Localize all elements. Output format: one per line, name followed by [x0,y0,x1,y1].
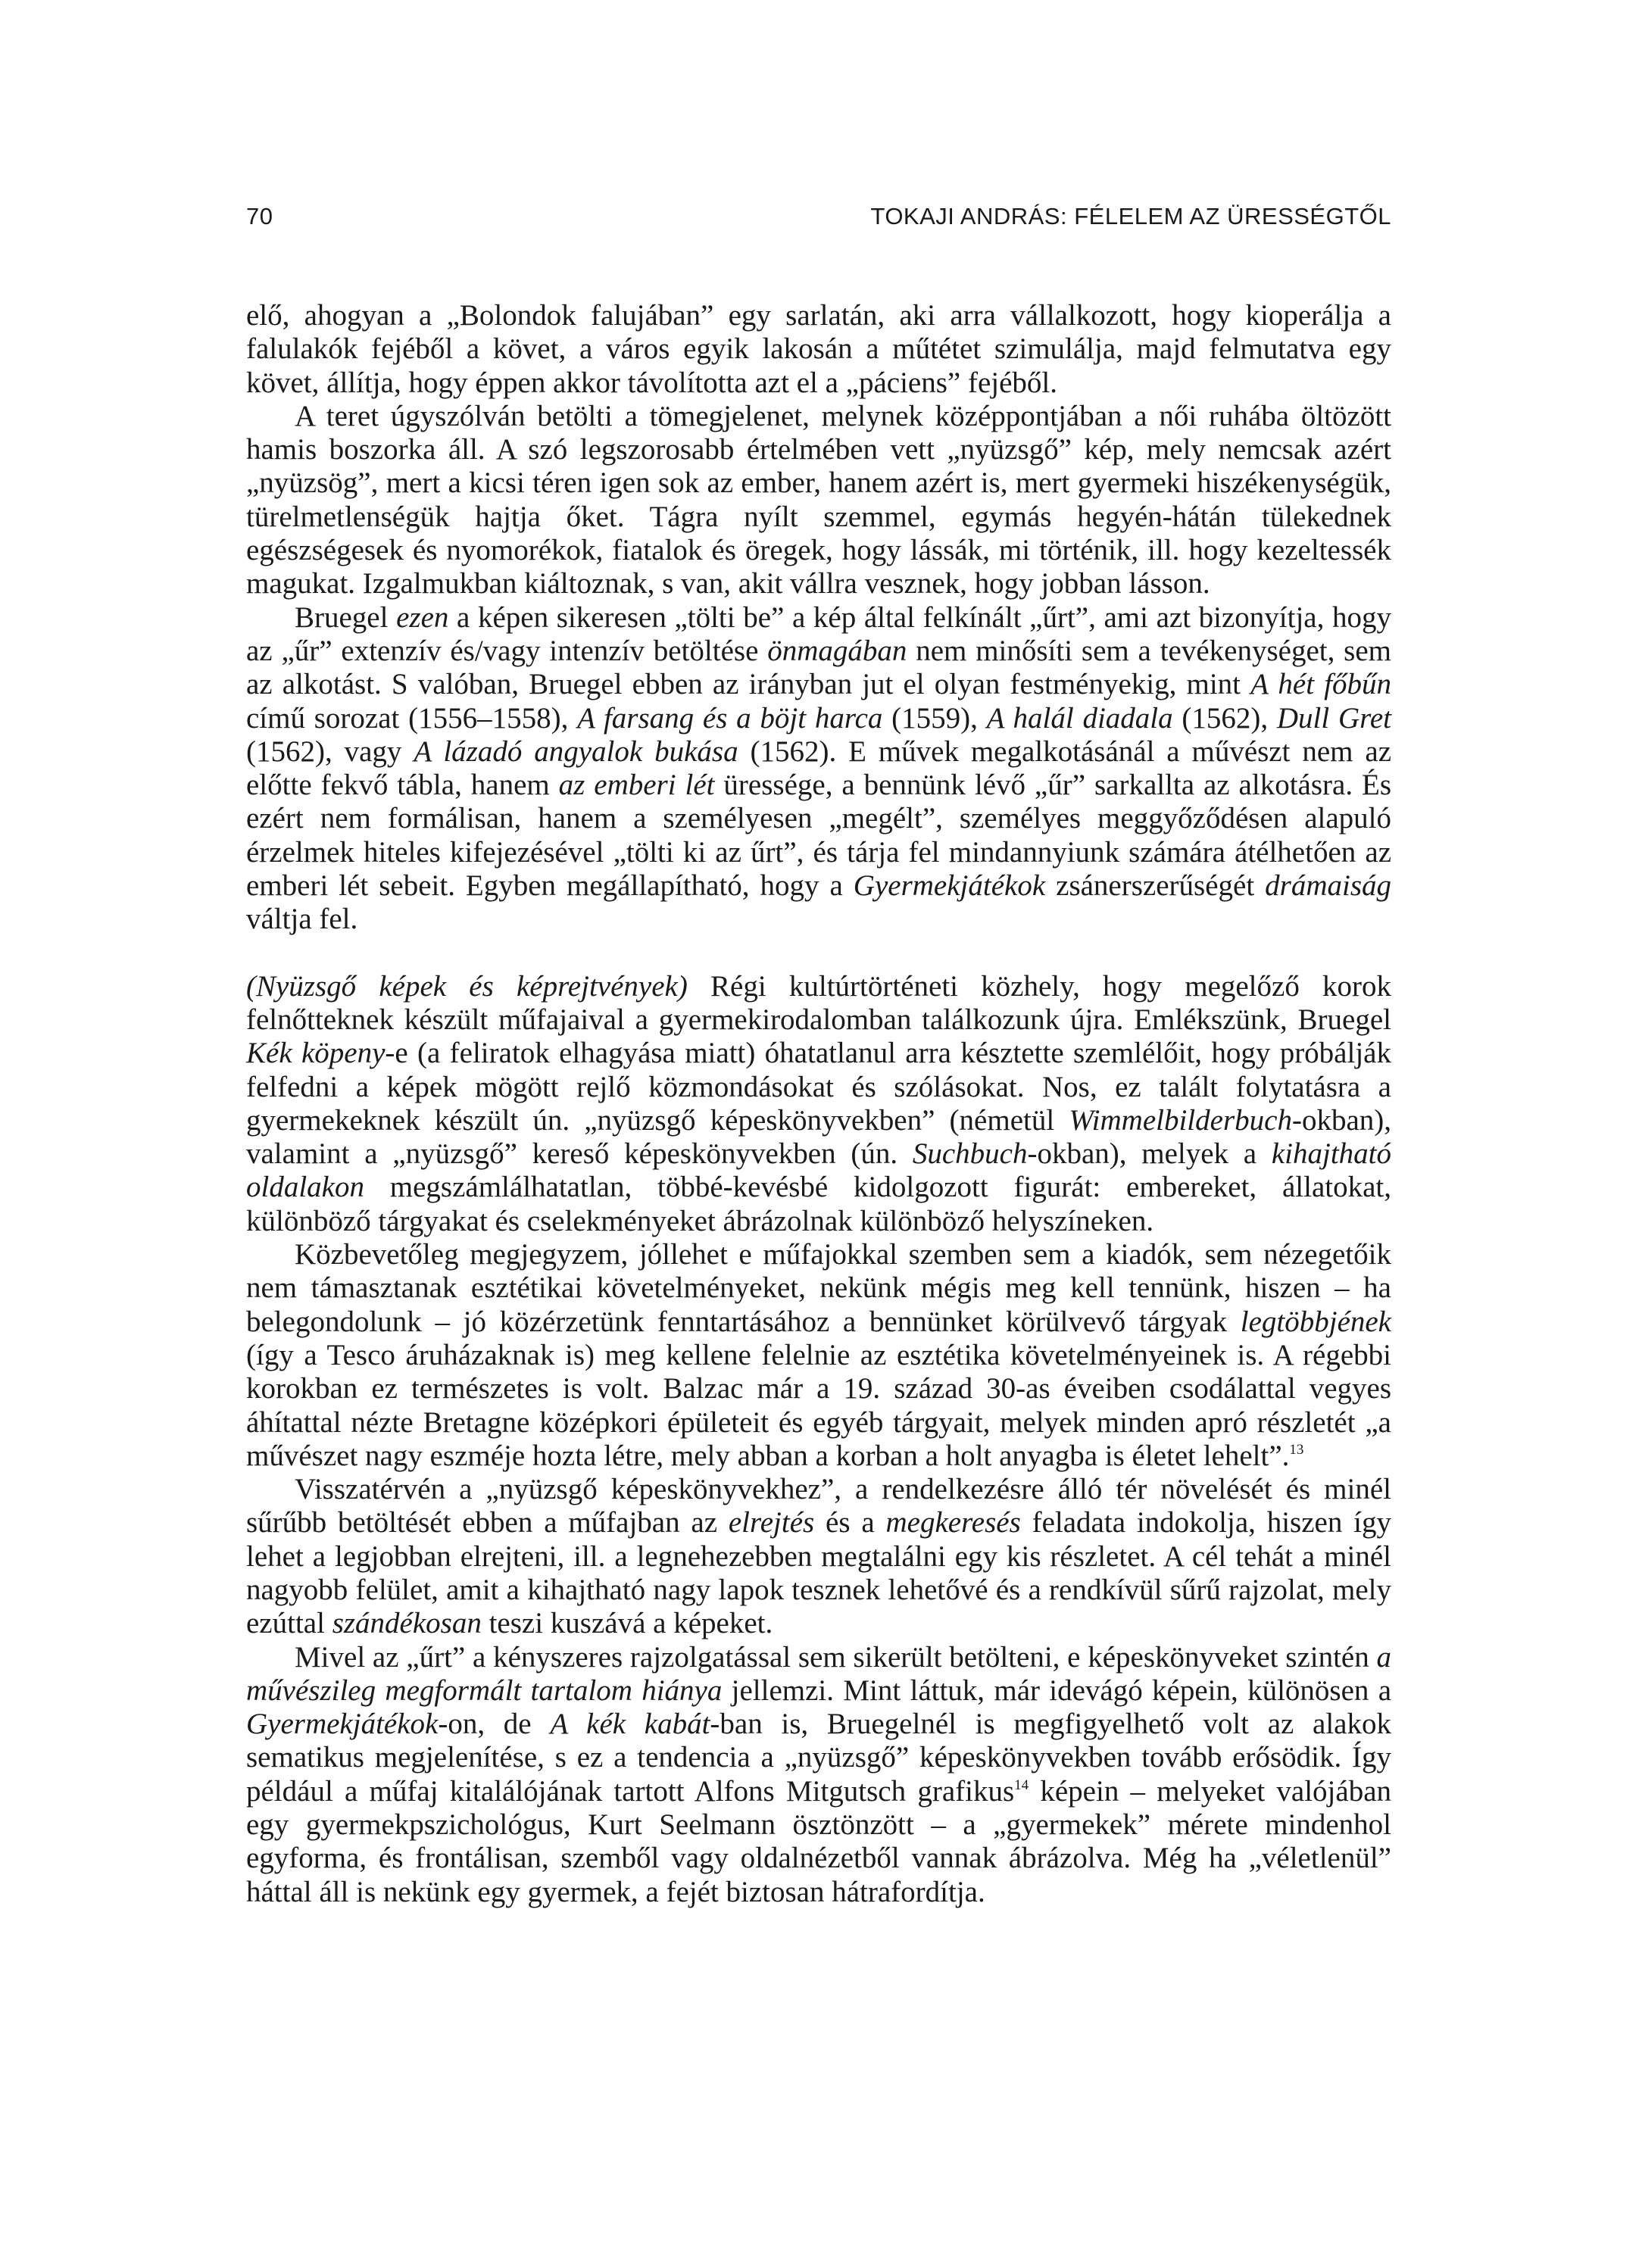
italic-text: Kék köpeny [246,1037,386,1070]
footnote-reference: 13 [1289,1441,1304,1458]
italic-text: Gyermekjátékok [246,1708,439,1741]
italic-text: a művészileg megformált tartalom hiánya [246,1640,1391,1707]
paragraph [246,299,1391,400]
text-run: üressége, a bennünk lévő „űr” sarkallta az alkotásra. És ezért nem formálisan, hanem a személyesen „megélt”, személyes meggyőződésen alapuló érzelmek hiteles kifejezésével „tölti ki az űrt”, és tárja fel mindannyiunk számára átélhetően az emberi lét sebeit. Egyben megállapítható, hogy a [246,769,1391,903]
text-run: című sorozat (1556–1558), [246,701,578,735]
text-run: Régi kultúrtörténeti közhely, hogy megelőző korok felnőtteknek készült műfajaival a gyermekirodalomban találkozunk újra. Emlékszünk, Bruegel [246,969,1392,1036]
text-run: teszi kuszává a képeket. [481,1607,773,1640]
paragraph [246,400,1391,601]
text-run: jellemzi. Mint láttuk, már idevágó képein, különösen a [722,1674,1392,1707]
text-run: Bruegel [295,601,397,634]
text-run: -okban), valamint a „nyüzsgő” kereső képeskönyvekben (ún. [246,1103,1391,1171]
italic-text: A farsang és a böjt harca [577,701,883,735]
italic-text: szándékosan [332,1607,482,1640]
text-run: a képen sikeresen „tölti be” a kép által felkínált „űrt”, ami azt bizonyítja, hogy az „űr” extenzív és/vagy intenzív betöltése [246,601,1391,667]
italic-text: önmagában [767,634,907,667]
text-run: képein – melyeket valójában egy gyermekpszichológus, Kurt Seelmann ösztönzött – a „gyermekek” mérete mindenhol egyforma, és frontálisan, szemből vagy oldalnézetből vannak ábrázolva. Még ha „véletlenül” háttal áll is nekünk egy gyermek, a fejét biztosan hátrafordítja. [246,1774,1392,1908]
italic-text: A halál diadala [986,701,1173,735]
italic-text: elrejtés [728,1506,815,1540]
text-run: megszámlálhatatlan, többé-kevésbé kidolgozott figurát: embereket, állatokat, különböző tárgyakat és cselekményeket ábrázolnak különböző helyszíneken. [246,1171,1391,1237]
paragraph [246,1473,1391,1640]
text-run: A teret úgyszólván betölti a tömegjelenet, melynek középpontjában a női ruhába öltözött hamis boszorka áll. A szó legszorosabb értelmében vett „nyüzsgő” kép, mely nemcsak azért „nyüzsög”, mert a kicsi téren igen sok az ember, hanem azért is, mert gyermeki hiszékenységük, türelmetlenségük hajtja őket. Tágra nyílt szemmel, egymás hegyén-hátán tülekednek egészségesek és nyomorékok, fiatalok és öregek, hogy lássák, mi történik, ill. hogy kezeltessék magukat. Izgalmukban kiáltoznak, s van, akit vállra vesznek, hogy jobban lásson. [246,399,1391,601]
paragraph [246,1238,1391,1473]
italic-text: megkeresés [885,1506,1021,1540]
text-run: (1562), vagy [246,735,414,768]
text-run: -okban), melyek a [1027,1137,1272,1171]
italic-text: Suchbuch [912,1137,1028,1171]
paragraph [246,1641,1391,1909]
italic-text: Gyermekjátékok [853,869,1046,903]
italic-text: legtöbbjének [1240,1305,1391,1338]
italic-text: A kék kabát [550,1708,710,1741]
italic-text: kihajtható oldalakon [246,1137,1391,1204]
text-run: (1559), [882,701,987,735]
text-run: zsánerszerűségét [1045,869,1266,903]
text-run: váltja fel. [246,903,358,936]
footnote-reference: 14 [1014,1777,1029,1793]
paragraph [246,970,1391,1238]
italic-text: A hét főbűn [1250,668,1391,701]
italic-text: Dull Gret [1276,701,1392,735]
text-run: elő, ahogyan a „Bolondok falujában” egy sarlatán, aki arra vállalkozott, hogy kioperálja a falulakók fejéből a követ, a város egyik lakosán a műtétet szimulálja, majd felmutatva egy követ, állítja, hogy éppen akkor távolította azt el a „páciens” fejéből. [246,299,1391,399]
page-header [246,203,1391,233]
text-run: -ban is, Bruegelnél is megfigyelhető volt az alakok sematikus megjelenítése, s ez a tendencia a „nyüzsgő” képeskönyvekben tovább erősödik. Így például a műfaj kitalálójának tartott Alfons Mitgutsch grafikus [246,1708,1391,1808]
text-run: és a [814,1506,886,1540]
text-run: nem minősíti sem a tevékenységet, sem az alkotást. S valóban, Bruegel ebben az irányban jut el olyan festményekig, mint [246,634,1392,701]
body-text [246,299,1391,1909]
text-run: Mivel az „űrt” a kényszeres rajzolgatással sem sikerült betölteni, e képeskönyveket szintén [295,1640,1377,1674]
paragraph [246,601,1391,937]
text-run: (1562). E művek megalkotásánál a művészt nem az előtte fekvő tábla, hanem [246,735,1391,802]
text-run: (1562), [1172,701,1277,735]
text-run: -on, de [438,1708,551,1741]
running-head: TOKAJI ANDRÁS: FÉLELEM AZ ÜRESSÉGTŐL [870,203,1391,229]
italic-text: ezen [396,601,449,634]
italic-text: az emberi lét [558,769,715,802]
text-run: Visszatérvén a „nyüzsgő képeskönyvekhez”, a rendelkezésre álló tér növelését és minél sűrűbb betöltését ebben a műfajban az [246,1473,1391,1540]
text-run: feladata indokolja, hiszen így lehet a legjobban elrejteni, ill. a legnehezebben megtalálni egy kis részletet. A cél tehát a minél nagyobb felület, amit a kihajtható nagy lapok tesznek lehetővé és a rendkívül sűrű rajzolat, mely ezúttal [246,1506,1391,1640]
text-run: Közbevetőleg megjegyzem, jóllehet e műfajokkal szemben sem a kiadók, sem nézegetőik nem támasztanak esztétikai követelményeket, nekünk mégis meg kell tennünk, hiszen – ha belegondolunk – jó közérzetünk fenntartásához a bennünket körülvevő tárgyak [246,1238,1391,1338]
italic-text: (Nyüzsgő képek és képrejtvények) [246,969,688,1003]
italic-text: Wimmelbilderbuch [1069,1103,1292,1137]
italic-text: drámaiság [1265,869,1391,903]
text-run: -e (a feliratok elhagyása miatt) óhatatlanul arra késztette szemlélőit, hogy próbálják felfedni a képek mögött rejlő közmondásokat és szólásokat. Nos, ez talált folytatásra a gyermekeknek készült ún. „nyüzsgő képeskönyvekben” (németül [246,1037,1391,1137]
page-number: 70 [246,203,273,229]
italic-text: A lázadó angyalok bukása [414,735,738,768]
text-run: (így a Tesco áruházaknak is) meg kellene felelnie az esztétika követelményeinek is. A régebbi korokban ez természetes is volt. Balzac már a 19. század 30-as éveiben csodálattal vegyes áhítattal nézte Bretagne középkori épületeit és egyéb tárgyait, melyek minden apró részletét „a művészet nagy eszméje hozta létre, mely abban a korban a holt anyagba is életet lehelt”. [246,1338,1391,1472]
